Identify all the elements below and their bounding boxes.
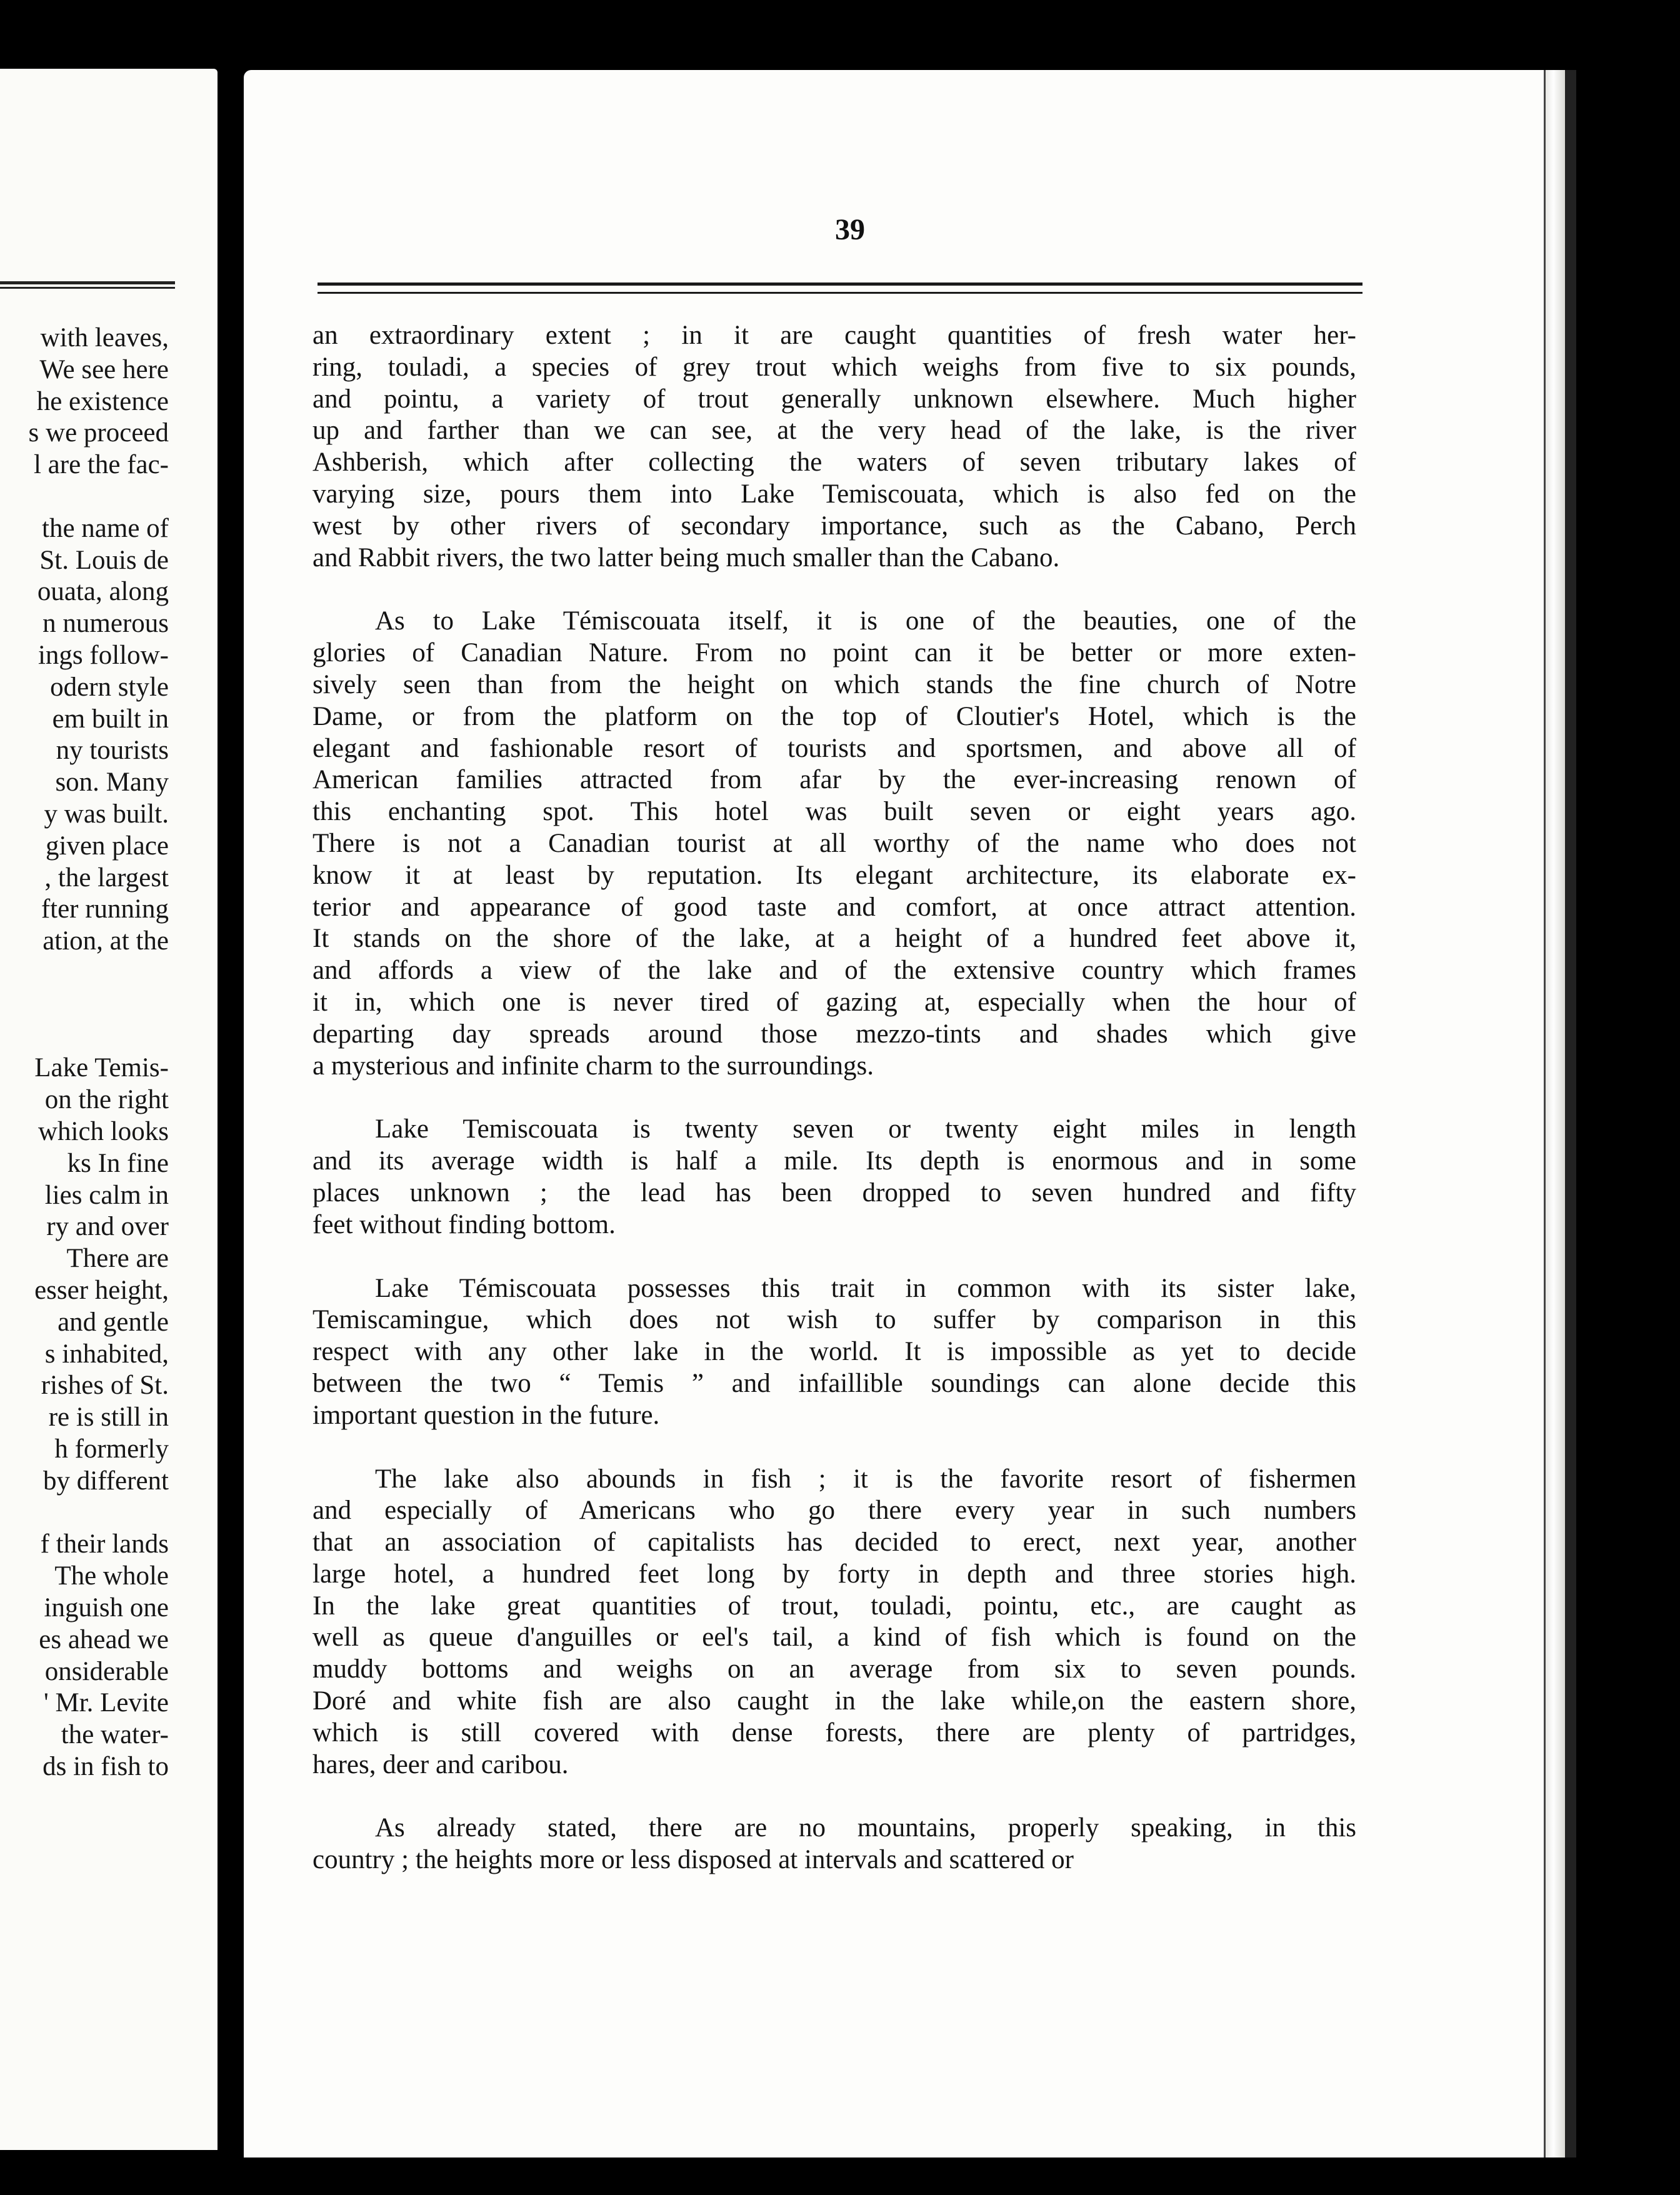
left-page-line: inguish one — [44, 1593, 169, 1622]
paragraph — [312, 1812, 1356, 1876]
left-page-line: s we proceed — [28, 418, 169, 448]
paragraph — [312, 320, 1356, 574]
page-edge — [1544, 70, 1565, 2158]
text-line: feet without finding bottom. — [312, 1209, 616, 1239]
left-page-line: n numerous — [42, 609, 169, 639]
text-line: As already stated, there are no mountains, properly speaking, in this — [375, 1813, 1356, 1843]
left-page-line: onsiderable — [44, 1656, 169, 1686]
text-line: As to Lake Témiscouata itself, it is one of the beauties, one of the — [375, 606, 1356, 636]
text-line: large hotel, a hundred feet long by forty in depth and three stories high. — [312, 1559, 1356, 1589]
text-line: muddy bottoms and weighs on an average from six to seven pounds. — [312, 1654, 1356, 1684]
text-line: Lake Temiscouata is twenty seven or twenty eight miles in length — [375, 1114, 1356, 1144]
left-page-line: with leaves, — [40, 323, 169, 352]
left-page-line: son. Many — [55, 768, 169, 798]
text-line: There is not a Canadian tourist at all worthy of the name who does not — [312, 828, 1356, 858]
left-page-line: lies calm in — [44, 1180, 169, 1210]
text-line: west by other rivers of secondary importance, such as the Cabano, Perch — [312, 511, 1356, 541]
left-page-line: ings follow- — [38, 641, 169, 670]
header-rule — [318, 282, 1362, 294]
left-page-line: esser height, — [34, 1276, 169, 1305]
left-page-line: f their lands — [40, 1529, 169, 1559]
text-line: respect with any other lake in the world. It is impossible as yet to decide — [312, 1337, 1356, 1367]
left-page-line: rishes of St. — [41, 1371, 169, 1401]
text-line: country ; the heights more or less disposed at intervals and scattered or — [312, 1845, 1074, 1875]
text-line: terior and appearance of good taste and comfort, at once attract attention. — [312, 892, 1356, 922]
text-line: It stands on the shore of the lake, at a height of a hundred feet above it, — [312, 924, 1356, 954]
left-page-line: ks In fine — [67, 1148, 169, 1178]
left-page-line: em built in — [52, 704, 169, 734]
text-line: hares, deer and caribou. — [312, 1749, 569, 1779]
left-page-line: y was built. — [44, 799, 169, 829]
text-line: this enchanting spot. This hotel was built seven or eight years ago. — [312, 797, 1356, 827]
text-line: departing day spreads around those mezzo-tints and shades which give — [312, 1019, 1356, 1049]
left-page-line: re is still in — [48, 1402, 169, 1432]
text-line: elegant and fashionable resort of tourists and sportsmen, and above all of — [312, 733, 1356, 763]
left-page-line: St. Louis de — [39, 545, 169, 575]
text-line: and its average width is half a mile. Its depth is enormous and in some — [312, 1146, 1356, 1176]
text-line: sively seen than from the height on which stands the fine church of Notre — [312, 669, 1356, 699]
body-text — [312, 320, 1356, 1908]
text-line: Ashberish, which after collecting the waters of seven tributary lakes of — [312, 448, 1356, 478]
page-number: 39 — [835, 213, 865, 246]
left-page-line: , the largest — [44, 862, 169, 892]
left-page-line: ry and over — [46, 1212, 169, 1242]
paragraph — [312, 1114, 1356, 1241]
text-line: glories of Canadian Nature. From no point can it be better or more exten- — [312, 638, 1356, 668]
text-line: well as queue d'anguilles or eel's tail, a kind of fish which is found on the — [312, 1622, 1356, 1652]
paragraph — [312, 606, 1356, 1082]
left-page-line: ny tourists — [56, 736, 169, 766]
text-line: which is still covered with dense forests, there are plenty of partridges, — [312, 1718, 1356, 1748]
text-line: between the two “ Temis ” and infaillible soundings can alone decide this — [312, 1368, 1356, 1398]
text-line: American families attracted from afar by the ever-increasing renown of — [312, 765, 1356, 795]
left-page-line: ation, at the — [42, 926, 169, 956]
left-page-line: Lake Temis- — [34, 1053, 169, 1083]
left-page-line: he existence — [36, 386, 169, 416]
left-page-line: We see here — [39, 354, 169, 384]
text-line: In the lake great quantities of trout, touladi, pointu, etc., are caught as — [312, 1591, 1356, 1621]
left-page-line: ' Mr. Levite — [43, 1688, 169, 1718]
text-line: The lake also abounds in fish ; it is the favorite resort of fishermen — [375, 1464, 1356, 1494]
left-page-line: fter running — [41, 894, 169, 924]
left-page-line: There are — [66, 1244, 169, 1274]
text-line: it in, which one is never tired of gazing at, especially when the hour of — [312, 987, 1356, 1017]
left-page-line: es ahead we — [39, 1624, 169, 1654]
left-page-line: by different — [43, 1466, 169, 1496]
left-page-line: The whole — [54, 1561, 169, 1591]
text-line: and affords a view of the lake and of the extensive country which frames — [312, 956, 1356, 986]
text-line: places unknown ; the lead has been dropped to seven hundred and fifty — [312, 1178, 1356, 1208]
text-line: know it at least by reputation. Its elegant architecture, its elaborate ex- — [312, 860, 1356, 890]
left-page-line: which looks — [38, 1117, 169, 1146]
text-line: varying size, pours them into Lake Temiscouata, which is also fed on the — [312, 479, 1356, 509]
left-page-line: on the right — [44, 1085, 169, 1115]
text-line: an extraordinary extent ; in it are caught quantities of fresh water her- — [312, 321, 1356, 350]
facing-page-left — [0, 69, 218, 2150]
text-line: important question in the future. — [312, 1400, 660, 1430]
book-binding — [1565, 70, 1576, 2158]
text-line: that an association of capitalists has decided to erect, next year, another — [312, 1528, 1356, 1558]
left-page-line: ds in fish to — [42, 1752, 169, 1781]
left-page-line: h formerly — [54, 1434, 169, 1464]
left-page-line: ouata, along — [37, 577, 169, 607]
text-line: and especially of Americans who go there every year in such numbers — [312, 1496, 1356, 1526]
text-line: Dame, or from the platform on the top of Cloutier's Hotel, which is the — [312, 701, 1356, 731]
left-page-line: odern style — [50, 672, 169, 702]
paragraph — [312, 1464, 1356, 1781]
left-page-line: the name of — [42, 513, 169, 543]
left-page-line: the water- — [61, 1720, 169, 1750]
text-line: and Rabbit rivers, the two latter being much smaller than the Cabano. — [312, 542, 1060, 572]
left-page-line: s inhabited, — [44, 1339, 169, 1369]
text-line: Lake Témiscouata possesses this trait in common with its sister lake, — [375, 1273, 1356, 1303]
left-header-rule — [0, 281, 175, 289]
text-line: ring, touladi, a species of grey trout which weighs from five to six pounds, — [312, 352, 1356, 382]
left-page-line: given place — [46, 831, 169, 861]
text-line: and pointu, a variety of trout generally unknown elsewhere. Much higher — [312, 384, 1356, 414]
text-line: Temiscamingue, which does not wish to suffer by comparison in this — [312, 1305, 1356, 1335]
text-line: up and farther than we can see, at the very head of the lake, is the river — [312, 416, 1356, 446]
text-line: a mysterious and infinite charm to the surroundings. — [312, 1051, 874, 1081]
left-page-line: and gentle — [58, 1307, 169, 1337]
left-page-line: l are the fac- — [33, 450, 169, 480]
paragraph — [312, 1273, 1356, 1432]
text-line: Doré and white fish are also caught in the lake while,on the eastern shore, — [312, 1686, 1356, 1716]
